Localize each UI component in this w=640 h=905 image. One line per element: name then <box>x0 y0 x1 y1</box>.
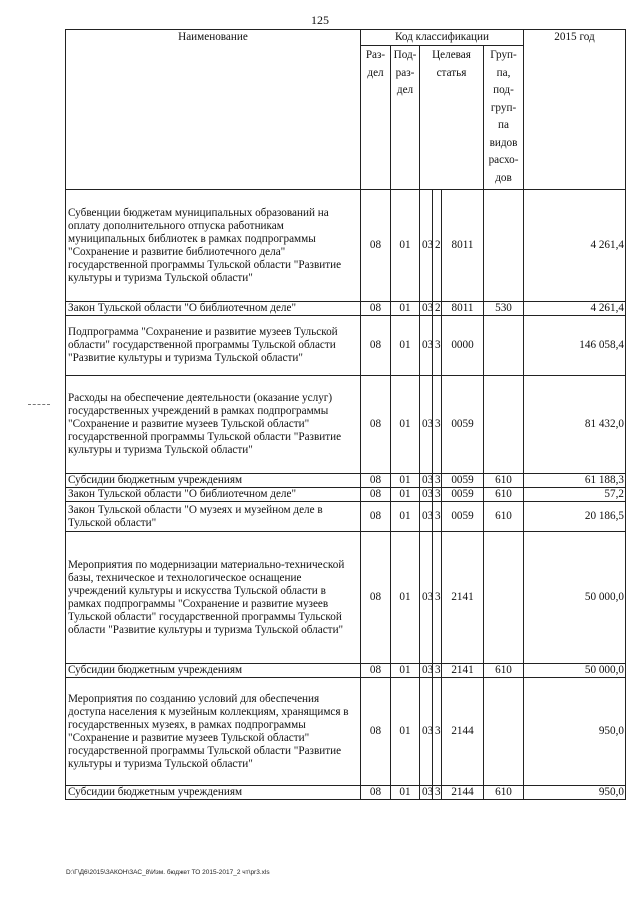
row-subsection: 01 <box>391 302 420 316</box>
header-year: 2015 год <box>524 30 626 190</box>
row-amount: 61 188,3 <box>524 474 626 488</box>
row-article-direction: 0059 <box>442 474 484 488</box>
table-row <box>66 532 626 664</box>
margin-mark <box>28 404 50 406</box>
row-article-subprogram: 2 <box>433 190 442 302</box>
footer-file-path: D:\Г\Д6\2015\ЗАКОН\ЗАС_8\Изм. бюджет ТО 2015-2017_2 чт\pr3.xls <box>66 869 270 876</box>
row-name: Субсидии бюджетным учреждениям <box>66 474 361 488</box>
row-article-direction: 0000 <box>442 316 484 376</box>
row-article-program: 03 <box>420 316 433 376</box>
row-subsection: 01 <box>391 376 420 474</box>
row-amount: 50 000,0 <box>524 664 626 678</box>
budget-table <box>65 29 626 800</box>
row-article-program: 03 <box>420 664 433 678</box>
row-article-program: 03 <box>420 474 433 488</box>
row-article-subprogram: 2 <box>433 302 442 316</box>
row-subsection: 01 <box>391 678 420 786</box>
row-article-direction: 2141 <box>442 532 484 664</box>
row-article-subprogram: 3 <box>433 376 442 474</box>
row-amount: 950,0 <box>524 786 626 800</box>
row-name: Расходы на обеспечение деятельности (оказание услуг) государственных учреждений в рамках подпрограммы "Сохранение и развитие музеев Тульской области" государственной программы Тульской области "Развитие культуры и туризма Тульской области" <box>66 376 361 474</box>
row-article-subprogram: 3 <box>433 532 442 664</box>
row-article-subprogram: 3 <box>433 786 442 800</box>
row-group: 610 <box>484 474 524 488</box>
row-article-subprogram: 3 <box>433 316 442 376</box>
row-group <box>484 190 524 302</box>
row-name: Мероприятия по модернизации материально-технической базы, техническое и технологическое оснащение учреждений культуры и искусства Тульской области в рамках подпрограммы "Сохранение и развитие музеев Тульской области" государственной программы Тульской области "Развитие культуры и туризма Тульской области" <box>66 532 361 664</box>
row-name: Закон Тульской области "О музеях и музейном деле в Тульской области" <box>66 502 361 532</box>
row-article-program: 03 <box>420 376 433 474</box>
row-article-direction: 8011 <box>442 190 484 302</box>
header-name: Наименование <box>66 30 361 190</box>
row-amount: 950,0 <box>524 678 626 786</box>
row-amount: 4 261,4 <box>524 190 626 302</box>
row-name: Подпрограмма "Сохранение и развитие музеев Тульской области" государственной программы Тульской области "Развитие культуры и туризма Тульской области" <box>66 316 361 376</box>
row-name: Субвенции бюджетам муниципальных образований на оплату дополнительного отпуска работникам муниципальных библиотек в рамках подпрограммы "Сохранение и развитие библиотечного дела" государственной программы Тульской области "Развитие культуры и туризма Тульской области" <box>66 190 361 302</box>
row-name: Субсидии бюджетным учреждениям <box>66 664 361 678</box>
table-row <box>66 190 626 302</box>
row-article-subprogram: 3 <box>433 664 442 678</box>
row-section: 08 <box>361 302 391 316</box>
row-amount: 50 000,0 <box>524 532 626 664</box>
table-row <box>66 488 626 502</box>
table-row <box>66 302 626 316</box>
row-group: 610 <box>484 488 524 502</box>
row-subsection: 01 <box>391 502 420 532</box>
row-name: Субсидии бюджетным учреждениям <box>66 786 361 800</box>
row-article-subprogram: 3 <box>433 502 442 532</box>
row-amount: 20 186,5 <box>524 502 626 532</box>
row-section: 08 <box>361 664 391 678</box>
row-group: 610 <box>484 502 524 532</box>
row-article-direction: 2144 <box>442 786 484 800</box>
row-article-program: 03 <box>420 302 433 316</box>
row-article-direction: 2141 <box>442 664 484 678</box>
header-target-article: Целевая статья <box>420 46 484 190</box>
row-name: Закон Тульской области "О библиотечном деле" <box>66 488 361 502</box>
row-name: Мероприятия по созданию условий для обеспечения доступа населения к музейным коллекциям, хранящимся в государственных музеях, в рамках подпрограммы "Сохранение и развитие музеев Тульской области" государственной программы Тульской области "Развитие культуры и туризма Тульской области" <box>66 678 361 786</box>
row-group: 610 <box>484 664 524 678</box>
row-article-program: 03 <box>420 678 433 786</box>
table-row <box>66 786 626 800</box>
row-subsection: 01 <box>391 488 420 502</box>
row-group <box>484 532 524 664</box>
row-section: 08 <box>361 316 391 376</box>
row-article-direction: 0059 <box>442 488 484 502</box>
row-amount: 4 261,4 <box>524 302 626 316</box>
row-article-direction: 0059 <box>442 502 484 532</box>
row-subsection: 01 <box>391 316 420 376</box>
row-subsection: 01 <box>391 786 420 800</box>
row-group: 610 <box>484 786 524 800</box>
row-section: 08 <box>361 678 391 786</box>
row-subsection: 01 <box>391 190 420 302</box>
row-group <box>484 316 524 376</box>
row-article-subprogram: 3 <box>433 474 442 488</box>
row-article-program: 03 <box>420 502 433 532</box>
row-article-direction: 2144 <box>442 678 484 786</box>
header-expense-group: Груп-па, под-груп-па видов расхо-дов <box>484 46 524 190</box>
row-article-program: 03 <box>420 190 433 302</box>
table-row <box>66 376 626 474</box>
header-subsection: Под-раз-дел <box>391 46 420 190</box>
row-amount: 81 432,0 <box>524 376 626 474</box>
row-amount: 57,2 <box>524 488 626 502</box>
table-row <box>66 678 626 786</box>
row-article-program: 03 <box>420 532 433 664</box>
row-article-subprogram: 3 <box>433 678 442 786</box>
row-group <box>484 376 524 474</box>
row-group: 530 <box>484 302 524 316</box>
row-section: 08 <box>361 488 391 502</box>
row-article-program: 03 <box>420 786 433 800</box>
row-article-subprogram: 3 <box>433 488 442 502</box>
table-row <box>66 316 626 376</box>
row-subsection: 01 <box>391 664 420 678</box>
row-amount: 146 058,4 <box>524 316 626 376</box>
row-section: 08 <box>361 474 391 488</box>
header-section: Раз-дел <box>361 46 391 190</box>
row-article-program: 03 <box>420 488 433 502</box>
row-section: 08 <box>361 190 391 302</box>
row-subsection: 01 <box>391 474 420 488</box>
table-row <box>66 474 626 488</box>
row-article-direction: 8011 <box>442 302 484 316</box>
row-section: 08 <box>361 786 391 800</box>
row-section: 08 <box>361 502 391 532</box>
table-row <box>66 664 626 678</box>
row-group <box>484 678 524 786</box>
header-classification: Код классификации <box>361 30 524 46</box>
row-subsection: 01 <box>391 532 420 664</box>
page-number: 125 <box>311 13 329 27</box>
row-article-direction: 0059 <box>442 376 484 474</box>
row-section: 08 <box>361 376 391 474</box>
table-row <box>66 502 626 532</box>
row-name: Закон Тульской области "О библиотечном деле" <box>66 302 361 316</box>
row-section: 08 <box>361 532 391 664</box>
